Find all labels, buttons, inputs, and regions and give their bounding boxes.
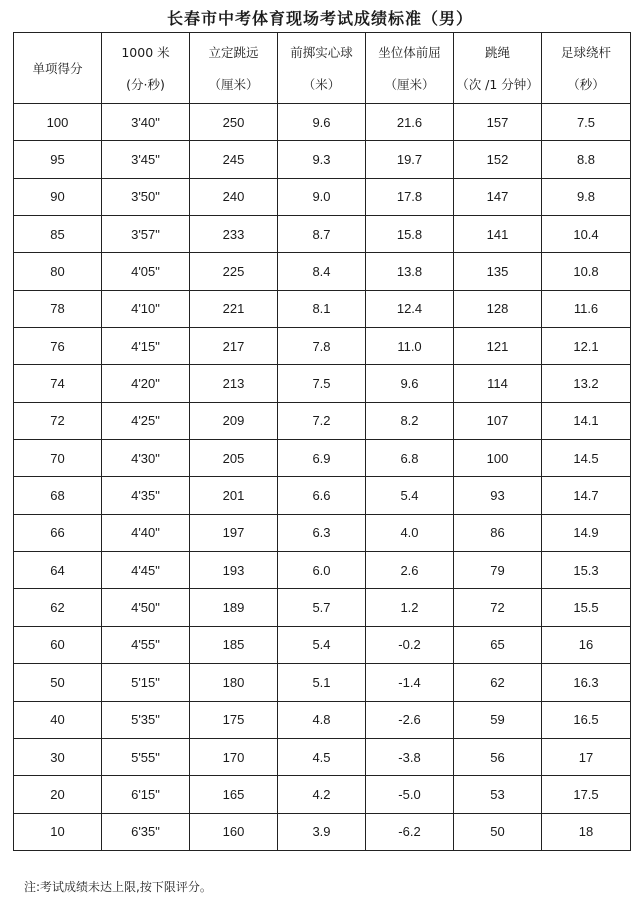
table-cell: 78 [14, 290, 102, 327]
score-standards-table [13, 32, 631, 851]
header-standing-long-jump [190, 33, 278, 104]
table-cell: 128 [454, 290, 542, 327]
table-cell: 90 [14, 178, 102, 215]
table-cell: 233 [190, 216, 278, 253]
table-row [14, 402, 631, 439]
header-label: 跳绳 [484, 45, 510, 60]
table-cell: 3'40" [102, 104, 190, 141]
table-cell: 12.4 [366, 290, 454, 327]
table-cell: 59 [454, 701, 542, 738]
table-cell: 66 [14, 514, 102, 551]
table-cell: 197 [190, 514, 278, 551]
table-row [14, 738, 631, 775]
table-cell: 4'10" [102, 290, 190, 327]
table-cell: 16 [542, 626, 631, 663]
table-cell: 201 [190, 477, 278, 514]
table-cell: 56 [454, 738, 542, 775]
table-cell: 80 [14, 253, 102, 290]
header-unit: （厘米） [384, 77, 435, 92]
table-cell: 17 [542, 738, 631, 775]
table-cell: 85 [14, 216, 102, 253]
table-cell: 3'50" [102, 178, 190, 215]
table-cell: 221 [190, 290, 278, 327]
table-cell: 135 [454, 253, 542, 290]
table-cell: 4.2 [278, 776, 366, 813]
table-row [14, 776, 631, 813]
header-unit: （次 /1 分钟） [456, 77, 539, 92]
table-cell: 14.1 [542, 402, 631, 439]
table-cell: 15.5 [542, 589, 631, 626]
table-cell: 107 [454, 402, 542, 439]
table-row [14, 290, 631, 327]
header-label: 1000 米 [121, 45, 170, 60]
table-cell: 100 [454, 440, 542, 477]
table-row [14, 104, 631, 141]
table-cell: 3.9 [278, 813, 366, 850]
table-cell: 250 [190, 104, 278, 141]
header-jump-rope [454, 33, 542, 104]
table-cell: 62 [14, 589, 102, 626]
table-cell: 15.8 [366, 216, 454, 253]
table-cell: -5.0 [366, 776, 454, 813]
table-cell: 10.4 [542, 216, 631, 253]
table-cell: 8.7 [278, 216, 366, 253]
table-cell: 15.3 [542, 552, 631, 589]
table-cell: 175 [190, 701, 278, 738]
table-row [14, 216, 631, 253]
table-cell: 4'45" [102, 552, 190, 589]
header-unit: （米） [302, 77, 341, 92]
table-cell: 9.3 [278, 141, 366, 178]
table-cell: 4'50" [102, 589, 190, 626]
table-cell: 245 [190, 141, 278, 178]
table-cell: 180 [190, 664, 278, 701]
table-cell: 193 [190, 552, 278, 589]
table-cell: -0.2 [366, 626, 454, 663]
table-cell: 2.6 [366, 552, 454, 589]
table-row [14, 178, 631, 215]
table-cell: 21.6 [366, 104, 454, 141]
table-cell: 6'35" [102, 813, 190, 850]
table-cell: 8.1 [278, 290, 366, 327]
table-cell: 6.3 [278, 514, 366, 551]
table-cell: 6.8 [366, 440, 454, 477]
header-unit: （秒） [567, 77, 605, 92]
table-cell: 20 [14, 776, 102, 813]
table-cell: 152 [454, 141, 542, 178]
table-cell: 10 [14, 813, 102, 850]
table-cell: 4'15" [102, 328, 190, 365]
table-cell: 5.1 [278, 664, 366, 701]
table-cell: 4'30" [102, 440, 190, 477]
page-title: 长春市中考体育现场考试成绩标准（男） [166, 9, 473, 28]
table-cell: 9.0 [278, 178, 366, 215]
header-label: 立定跳远 [208, 45, 259, 60]
table-cell: 18 [542, 813, 631, 850]
header-label: 单项得分 [32, 61, 83, 76]
header-medicine-ball [278, 33, 366, 104]
table-cell: 5'35" [102, 701, 190, 738]
table-cell: 225 [190, 253, 278, 290]
table-row [14, 813, 631, 850]
table-cell: 30 [14, 738, 102, 775]
table-cell: 147 [454, 178, 542, 215]
table-cell: 13.2 [542, 365, 631, 402]
table-cell: 1.2 [366, 589, 454, 626]
table-cell: 209 [190, 402, 278, 439]
table-row [14, 477, 631, 514]
footnote: 注:考试成绩未达上限,按下限评分。 [24, 880, 212, 894]
table-cell: 121 [454, 328, 542, 365]
table-cell: 114 [454, 365, 542, 402]
table-cell: 93 [454, 477, 542, 514]
table-cell: 5.4 [366, 477, 454, 514]
table-cell: 4.5 [278, 738, 366, 775]
table-cell: 141 [454, 216, 542, 253]
table-cell: 74 [14, 365, 102, 402]
table-cell: 8.8 [542, 141, 631, 178]
table-cell: 76 [14, 328, 102, 365]
table-cell: 40 [14, 701, 102, 738]
table-cell: 205 [190, 440, 278, 477]
table-cell: 170 [190, 738, 278, 775]
table-cell: 50 [14, 664, 102, 701]
table-cell: 6.6 [278, 477, 366, 514]
table-cell: 64 [14, 552, 102, 589]
table-cell: 3'45" [102, 141, 190, 178]
table-cell: 4'25" [102, 402, 190, 439]
table-cell: 16.3 [542, 664, 631, 701]
table-cell: 160 [190, 813, 278, 850]
table-cell: 7.5 [278, 365, 366, 402]
table-cell: 8.4 [278, 253, 366, 290]
table-cell: 165 [190, 776, 278, 813]
table-cell: 157 [454, 104, 542, 141]
table-cell: 8.2 [366, 402, 454, 439]
table-row [14, 141, 631, 178]
table-cell: 11.6 [542, 290, 631, 327]
table-cell: 9.8 [542, 178, 631, 215]
table-cell: 62 [454, 664, 542, 701]
table-cell: 4'05" [102, 253, 190, 290]
table-row [14, 328, 631, 365]
header-football-dribble [542, 33, 631, 104]
header-unit: （厘米） [208, 77, 259, 92]
table-row [14, 365, 631, 402]
table-cell: 9.6 [278, 104, 366, 141]
table-cell: 13.8 [366, 253, 454, 290]
table-cell: 68 [14, 477, 102, 514]
table-cell: 53 [454, 776, 542, 813]
table-cell: 6.0 [278, 552, 366, 589]
table-cell: 7.2 [278, 402, 366, 439]
table-header-row [14, 33, 631, 104]
table-cell: 5'55" [102, 738, 190, 775]
table-cell: 185 [190, 626, 278, 663]
table-cell: 3'57" [102, 216, 190, 253]
table-cell: 213 [190, 365, 278, 402]
table-cell: 5.4 [278, 626, 366, 663]
table-cell: 72 [454, 589, 542, 626]
table-cell: 72 [14, 402, 102, 439]
table-cell: 9.6 [366, 365, 454, 402]
table-row [14, 253, 631, 290]
table-cell: 5.7 [278, 589, 366, 626]
table-cell: -6.2 [366, 813, 454, 850]
table-body [14, 104, 631, 851]
table-cell: -1.4 [366, 664, 454, 701]
table-cell: 17.5 [542, 776, 631, 813]
header-label: 前掷实心球 [290, 45, 353, 60]
table-cell: 4'35" [102, 477, 190, 514]
table-cell: 6.9 [278, 440, 366, 477]
table-cell: 10.8 [542, 253, 631, 290]
header-1000m [102, 33, 190, 104]
table-cell: 6'15" [102, 776, 190, 813]
table-cell: 4.8 [278, 701, 366, 738]
table-cell: 17.8 [366, 178, 454, 215]
table-cell: 100 [14, 104, 102, 141]
header-label: 足球绕杆 [560, 45, 611, 60]
table-cell: 240 [190, 178, 278, 215]
table-cell: 70 [14, 440, 102, 477]
table-cell: 4'55" [102, 626, 190, 663]
table-cell: 217 [190, 328, 278, 365]
table-row [14, 589, 631, 626]
header-sit-and-reach [366, 33, 454, 104]
table-cell: 4'20" [102, 365, 190, 402]
header-label: 坐位体前屈 [378, 45, 441, 60]
table-row [14, 626, 631, 663]
table-cell: 19.7 [366, 141, 454, 178]
table-cell: 60 [14, 626, 102, 663]
table-cell: 14.9 [542, 514, 631, 551]
table-row [14, 440, 631, 477]
table-cell: 50 [454, 813, 542, 850]
table-cell: 5'15" [102, 664, 190, 701]
table-cell: 7.5 [542, 104, 631, 141]
table-cell: -3.8 [366, 738, 454, 775]
table-row [14, 701, 631, 738]
table-cell: 86 [454, 514, 542, 551]
table-cell: 12.1 [542, 328, 631, 365]
table-cell: 65 [454, 626, 542, 663]
header-score [14, 33, 102, 104]
table-cell: 14.7 [542, 477, 631, 514]
table-row [14, 664, 631, 701]
table-cell: -2.6 [366, 701, 454, 738]
table-cell: 11.0 [366, 328, 454, 365]
table-cell: 4.0 [366, 514, 454, 551]
table-cell: 4'40" [102, 514, 190, 551]
table-cell: 14.5 [542, 440, 631, 477]
table-cell: 79 [454, 552, 542, 589]
table-row [14, 552, 631, 589]
table-cell: 16.5 [542, 701, 631, 738]
header-unit: (分·秒) [126, 77, 165, 92]
table-cell: 7.8 [278, 328, 366, 365]
table-cell: 95 [14, 141, 102, 178]
table-cell: 189 [190, 589, 278, 626]
table-row [14, 514, 631, 551]
